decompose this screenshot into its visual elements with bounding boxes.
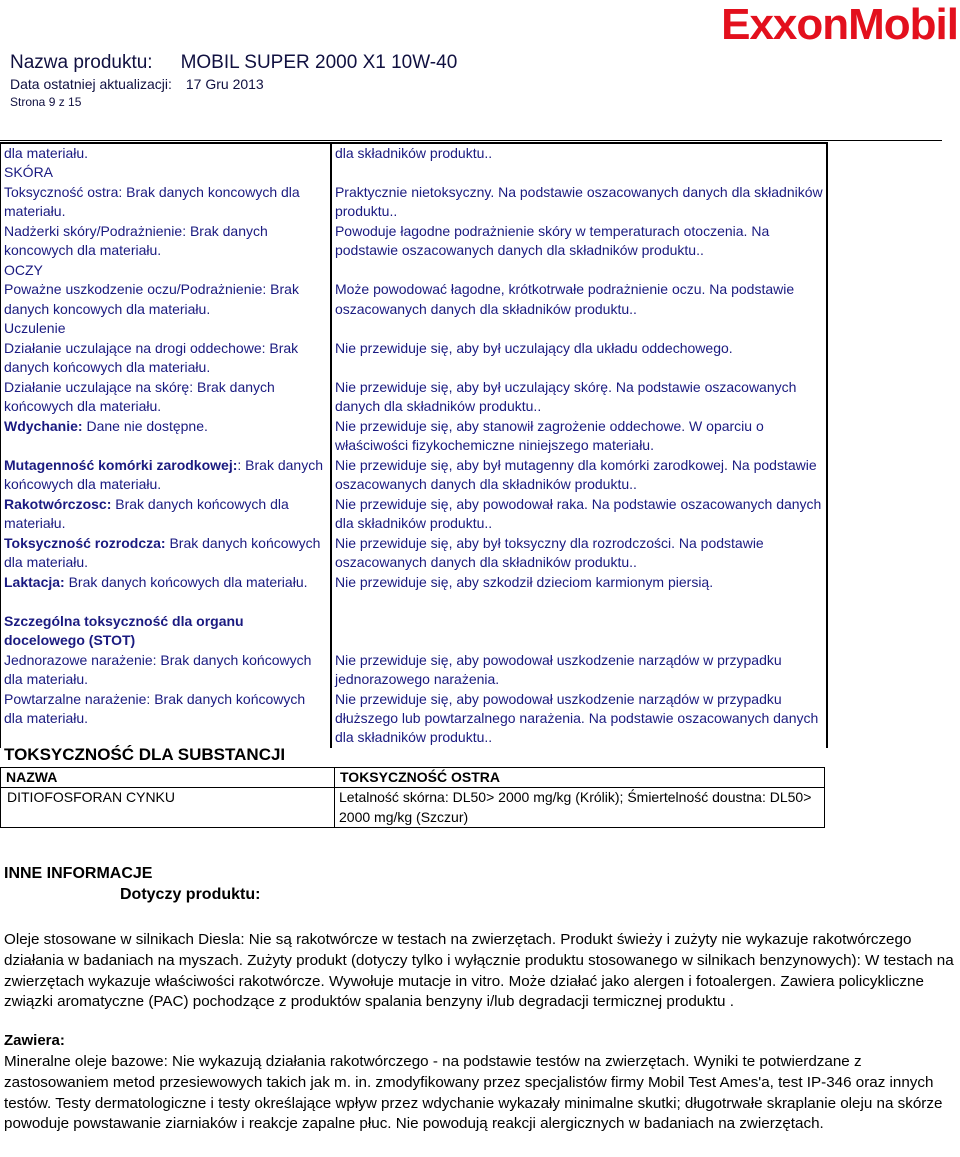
toxicology-table (0, 142, 828, 748)
table-row (1, 495, 828, 534)
hazard-category-text: Uczulenie (4, 320, 66, 337)
hazard-assessment-cell: Powoduje łagodne podrażnienie skóry w temperaturach otoczenia. Na podstawie oszacowanych danych dla składników produktu.. (331, 222, 827, 261)
table-row (1, 280, 828, 319)
hazard-assessment-cell (331, 261, 827, 280)
hazard-category-cell (1, 690, 331, 748)
hazard-category-cell (1, 495, 331, 534)
hazard-assessment-cell: Może powodować łagodne, krótkotrwałe podrażnienie oczu. Na podstawie oszacowanych danych dla składników produktu.. (331, 280, 827, 319)
hazard-assessment-cell: Nie przewiduje się, aby szkodził dzieciom karmionym piersią. (331, 573, 827, 612)
table-row (1, 222, 828, 261)
hazard-category-cell (1, 183, 331, 222)
hazard-category-text: Poważne uszkodzenie oczu/Podrażnienie: Brak danych koncowych dla materiału. (4, 281, 299, 317)
substance-acute-toxicity: Letalność skórna: DL50> 2000 mg/kg (Królik); Śmiertelność doustna: DL50> 2000 mg/kg (Szczur) (335, 788, 825, 828)
hazard-category-cell (1, 280, 331, 319)
hazard-category-text: : Brak danych końcowych dla materiału. (4, 456, 323, 493)
table-row (1, 183, 828, 222)
hazard-assessment-cell (331, 612, 827, 651)
table-row (1, 319, 828, 338)
hazard-category-text: Laktacja: (4, 573, 65, 590)
hazard-assessment-cell: Nie przewiduje się, aby stanowił zagrożenie oddechowe. W oparciu o właściwości fizykochemiczne niniejszego materiału. (331, 417, 827, 456)
applies-to-product-label: Dotyczy produktu: (120, 886, 261, 903)
table-row (1, 163, 828, 182)
hazard-category-text: Dane nie dostępne. (82, 417, 208, 434)
product-name-line (10, 52, 457, 74)
hazard-category-cell (1, 612, 331, 651)
other-info-title: INNE INFORMACJE (4, 865, 153, 882)
hazard-category-cell (1, 651, 331, 690)
exxonmobil-logo: ExxonMobil (721, 0, 958, 49)
hazard-assessment-cell (331, 163, 827, 182)
hazard-assessment-cell: Nie przewiduje się, aby był toksyczny dla rozrodczości. Na podstawie oszacowanych danych dla składników produktu.. (331, 534, 827, 573)
hazard-category-text: Mutagenność komórki zarodkowej: (4, 456, 238, 473)
page-number: Strona 9 z 15 (10, 95, 82, 109)
hazard-assessment-cell: Nie przewiduje się, aby był uczulający skórę. Na podstawie oszacowanych danych dla składników produktu.. (331, 378, 827, 417)
table-row (1, 573, 828, 612)
table-row (1, 261, 828, 280)
product-label: Nazwa produktu: (10, 52, 153, 73)
hazard-category-text: Szczególna toksyczność dla organu docelowego (STOT) (4, 612, 244, 649)
hazard-category-cell (1, 417, 331, 456)
hazard-category-text: Toksyczność rozrodcza: (4, 534, 166, 551)
product-name: MOBIL SUPER 2000 X1 10W-40 (180, 52, 458, 73)
hazard-assessment-cell: Nie przewiduje się, aby powodował uszkodzenie narządów w przypadku jednorazowego narażenia. (331, 651, 827, 690)
hazard-assessment-cell: Praktycznie nietoksyczny. Na podstawie oszacowanych danych dla składników produktu.. (331, 183, 827, 222)
hazard-category-text: Działanie uczulające na drogi oddechowe: Brak danych końcowych dla materiału. (4, 339, 299, 376)
hazard-category-cell (1, 573, 331, 612)
hazard-category-text: OCZY (4, 261, 43, 278)
table-row (1, 534, 828, 573)
hazard-assessment-cell: Nie przewiduje się, aby był uczulający dla układu oddechowego. (331, 339, 827, 378)
column-header-name: NAZWA (1, 768, 335, 788)
hazard-category-text: Brak danych końcowych dla materiału. (4, 495, 289, 532)
substance-toxicity-title: TOKSYCZNOŚĆ DLA SUBSTANCJI (4, 745, 286, 764)
table-row (1, 690, 828, 748)
substance-name: DITIOFOSFORAN CYNKU (1, 788, 335, 828)
hazard-category-text: Toksyczność ostra: Brak danych koncowych dla materiału. (4, 183, 300, 220)
hazard-assessment-cell: Nie przewiduje się, aby był mutagenny dla komórki zarodkowej. Na podstawie oszacowanych danych dla składników produktu.. (331, 456, 827, 495)
hazard-category-text: SKÓRA (4, 164, 54, 181)
column-header-acute-toxicity: TOKSYCZNOŚĆ OSTRA (335, 768, 825, 788)
hazard-assessment-cell (331, 319, 827, 338)
contains-label: Zawiera: (4, 1032, 65, 1049)
table-row (1, 378, 828, 417)
table-row (1, 417, 828, 456)
hazard-assessment-cell: dla składników produktu.. (331, 143, 827, 163)
hazard-category-cell (1, 534, 331, 573)
date-label: Data ostatniej aktualizacji: (10, 76, 172, 92)
table-row (1, 651, 828, 690)
hazard-category-cell (1, 319, 331, 338)
hazard-category-text: Brak danych końcowych dla materiału. (4, 534, 321, 571)
substance-table (0, 767, 825, 828)
hazard-category-cell (1, 261, 331, 280)
product-carcinogenicity-paragraph: Oleje stosowane w silnikach Diesla: Nie są rakotwórcze w testach na zwierzętach. Produkt świeży i zużyty nie wykazuje rakotwórczego działania w badaniach na myszach. Zużyty produkt (dotyczy tylko i wyłącznie produktu stosowanego w silnikach benzynowych): W testach na zwierzętach wykazuje właściwości rakotwórcze. Wywołuje mutacje in vitro. Może działać jako alergen i fotoalergen. Zawiera policykliczne związki aromatyczne (PAC) pochodzące z produktów spalania benzyny i/lub degradacji termicznej produktu . (4, 931, 954, 1011)
hazard-category-text: Jednorazowe narażenie: Brak danych końcowych dla materiału. (4, 651, 312, 688)
table-row (1, 612, 828, 651)
hazard-category-cell (1, 456, 331, 495)
date-value: 17 Gru 2013 (185, 76, 264, 92)
hazard-category-text: Działanie uczulające na skórę: Brak danych końcowych dla materiału. (4, 378, 275, 415)
hazard-category-text: dla materiału. (4, 145, 89, 161)
hazard-category-text: Rakotwórczosc: (4, 495, 112, 512)
hazard-category-cell (1, 163, 331, 182)
hazard-category-text: Brak danych końcowych dla materiału. (64, 573, 308, 590)
table-row (1, 456, 828, 495)
header-divider (0, 140, 942, 141)
hazard-category-text: Powtarzalne narażenie: Brak danych końcowych dla materiału. (4, 690, 306, 727)
table-row (1, 143, 828, 163)
revision-date-line (10, 76, 264, 92)
hazard-category-cell (1, 222, 331, 261)
hazard-category-text: Wdychanie: (4, 417, 83, 434)
table-row (1, 339, 828, 378)
hazard-category-cell (1, 143, 331, 163)
base-oils-paragraph: Mineralne oleje bazowe: Nie wykazują działania rakotwórczego - na podstawie testów na zwierzętach. Wyniki te potwierdzane z zastosowaniem metod przesiewowych takich jak m. in. zmodyfikowany przez specjalistów firmy Mobil Test Ames'a, test IP-346 oraz innych testów. Testy dermatologiczne i testy określające wpływ przez wdychanie wykazały minimalne skutki; długotrwałe skraplanie oleju na skórze powoduje powstawanie ziarniaków i reakcje zapalne płuc. Nie powodują reakcji alergicznych w badaniach na zwierzętach. (4, 1053, 943, 1133)
hazard-assessment-cell: Nie przewiduje się, aby powodował uszkodzenie narządów w przypadku dłuższego lub powtarzalnego narażenia. Na podstawie oszacowanych danych dla składników produktu.. (331, 690, 827, 748)
hazard-category-cell (1, 339, 331, 378)
hazard-assessment-cell: Nie przewiduje się, aby powodował raka. Na podstawie oszacowanych danych dla składników produktu.. (331, 495, 827, 534)
hazard-category-cell (1, 378, 331, 417)
hazard-category-text: Nadżerki skóry/Podrażnienie: Brak danych koncowych dla materiału. (4, 222, 268, 259)
